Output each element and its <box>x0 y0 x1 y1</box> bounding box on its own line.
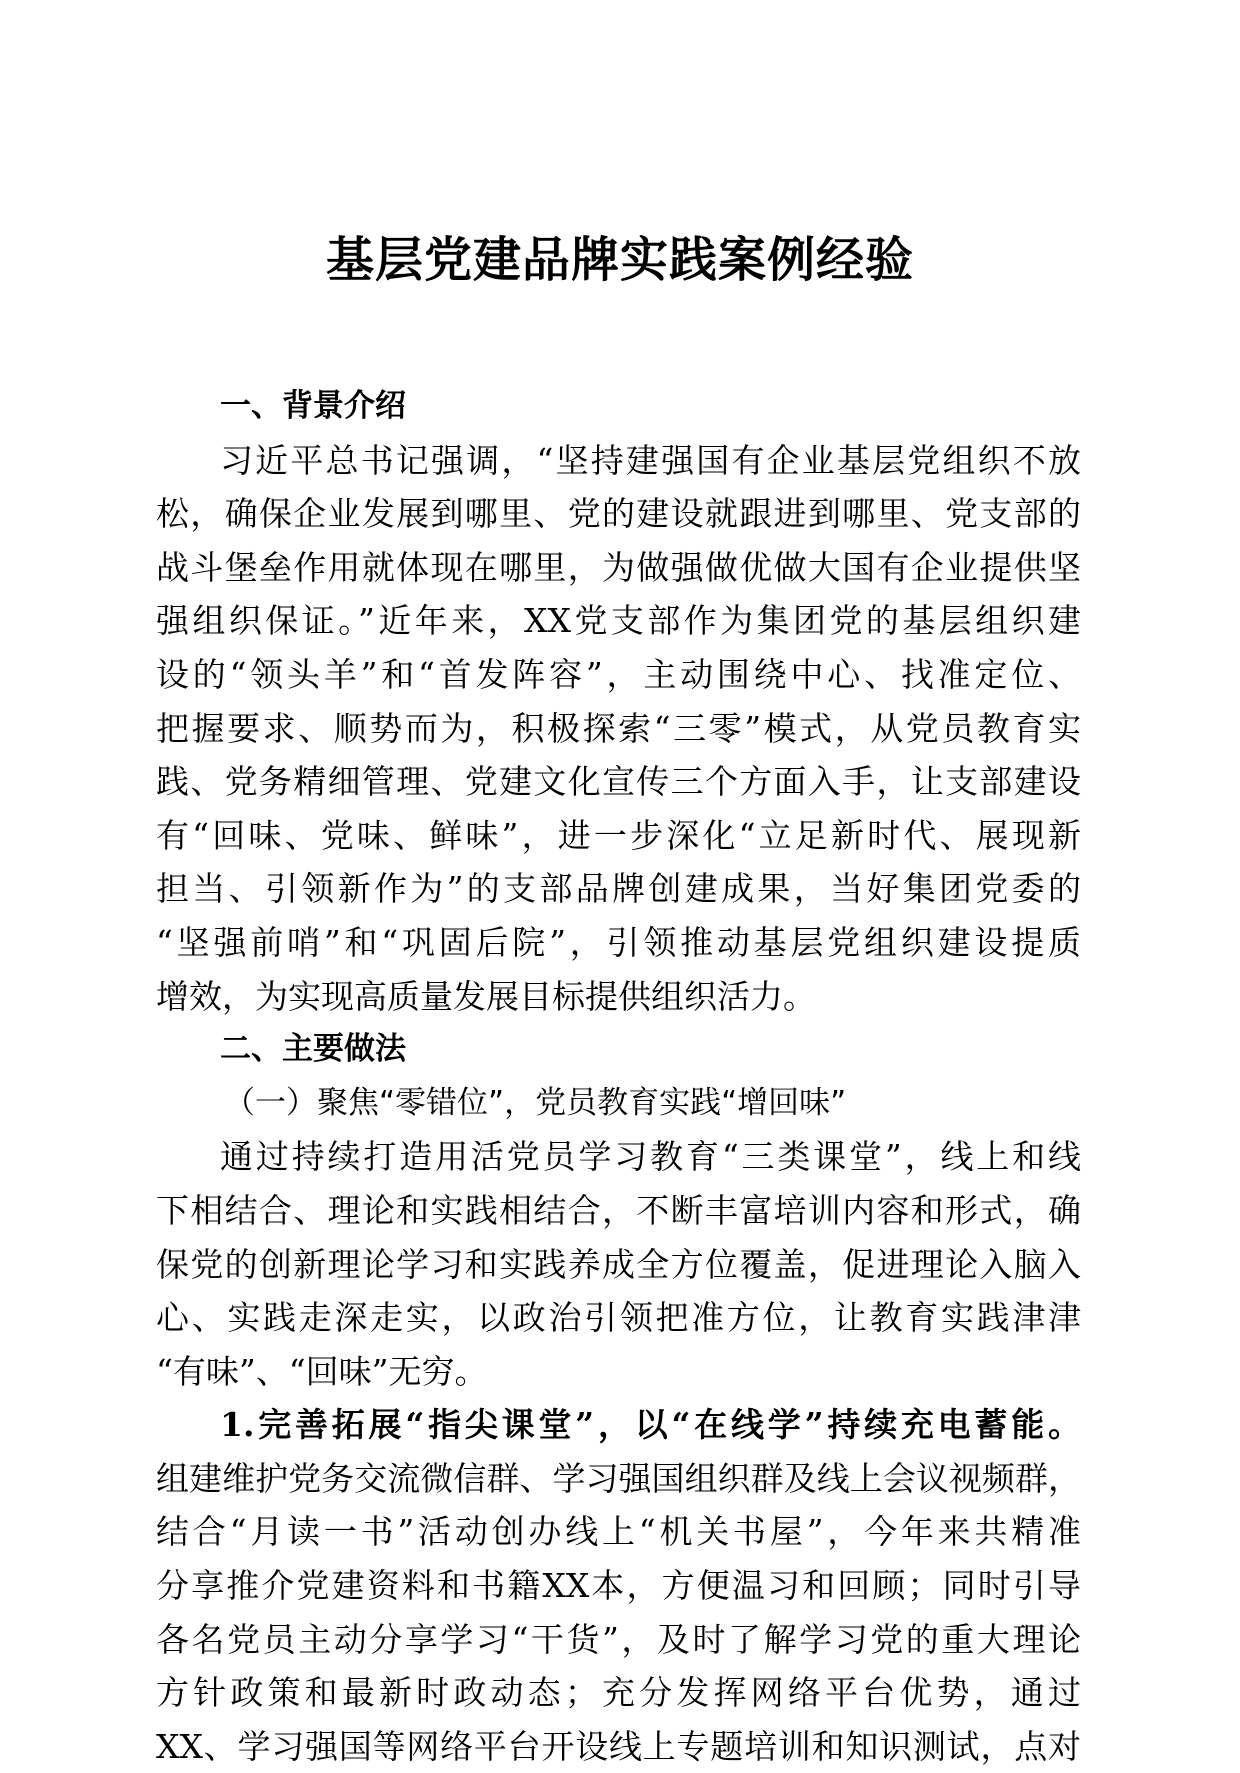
text-line-p3-l2: 组建维护党务交流微信群、学习强国组织群及线上会议视频群， <box>156 1458 1081 1498</box>
text-line-p1-l4: 强组织保证。”近年来，XX党支部作为集团党的基层组织建 <box>156 601 1081 641</box>
text-line-p1-l11: 增效，为实现高质量发展目标提供组织活力。 <box>156 976 816 1016</box>
text-line-p3-l5: 各名党员主动分享学习“干货”，及时了解学习党的重大理论 <box>156 1619 1081 1659</box>
text-line-p2-l5: “有味”、“回味”无穷。 <box>156 1351 488 1391</box>
text-line-p2-l4: 心、实践走深走实，以政治引领把准方位，让教育实践津津 <box>156 1298 1081 1338</box>
text-line-h1-practice: 二、主要做法 <box>220 1031 406 1068</box>
text-line-p2-l1: 通过持续打造用活党员学习教育“三类课堂”，线上和线 <box>220 1137 1081 1177</box>
text-line-p3-l4: 分享推介党建资料和书籍XX本，方便温习和回顾；同时引导 <box>156 1566 1081 1606</box>
text-line-p1-l6: 把握要求、顺势而为，积极探索“三零”模式，从党员教育实 <box>156 708 1081 748</box>
text-line-p1-l8: 有“回味、党味、鲜味”，进一步深化“立足新时代、展现新 <box>156 815 1081 855</box>
text-line-h1-background: 一、背景介绍 <box>220 388 406 424</box>
text-line-p3-l6: 方针政策和最新时政动态；充分发挥网络平台优势，通过 <box>156 1673 1081 1713</box>
text-line-p1-l7: 践、党务精细管理、党建文化宣传三个方面入手，让支部建设 <box>156 762 1081 802</box>
text-line-p1-l2: 松，确保企业发展到哪里、党的建设就跟进到哪里、党支部的 <box>156 494 1081 534</box>
text-line-p1-l3: 战斗堡垒作用就体现在哪里，为做强做优做大国有企业提供坚 <box>156 547 1081 587</box>
document-body <box>156 380 1081 1773</box>
text-line-p1-l1: 习近平总书记强调，“坚持建强国有企业基层党组织不放 <box>220 440 1081 480</box>
text-line-p3-l1: 1.完善拓展“指尖课堂”，以“在线学”持续充电蓄能。 <box>220 1405 1081 1445</box>
text-line-p3-l3: 结合“月读一书”活动创办线上“机关书屋”，今年来共精准 <box>156 1512 1081 1552</box>
document-title: 基层党建品牌实践案例经验 <box>325 232 914 288</box>
text-line-h2-one: （一）聚焦“零错位”，党员教育实践“增回味” <box>224 1084 847 1121</box>
text-line-p3-l7: XX、学习强国等网络平台开设线上专题培训和知识测试，点对 <box>156 1726 1081 1766</box>
text-line-p1-l9: 担当、引领新作为”的支部品牌创建成果，当好集团党委的 <box>156 869 1081 909</box>
text-line-p1-l5: 设的“领头羊”和“首发阵容”，主动围绕中心、找准定位、 <box>156 654 1081 694</box>
text-line-p2-l2: 下相结合、理论和实践相结合，不断丰富培训内容和形式，确 <box>156 1190 1081 1230</box>
text-line-p2-l3: 保党的创新理论学习和实践养成全方位覆盖，促进理论入脑入 <box>156 1244 1081 1284</box>
text-line-p1-l10: “坚强前哨”和“巩固后院”，引领推动基层党组织建设提质 <box>156 922 1081 962</box>
